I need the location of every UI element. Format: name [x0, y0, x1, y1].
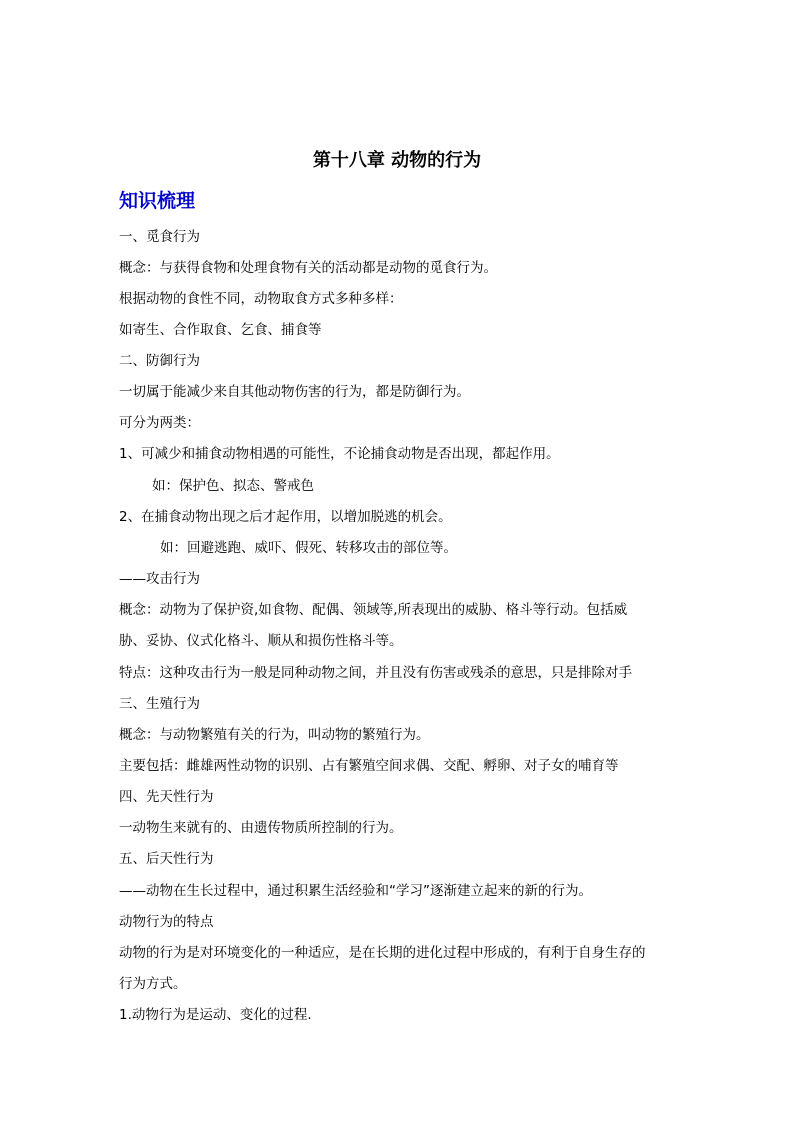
- text-line: 特点：这种攻击行为一般是同种动物之间，并且没有伤害或残杀的意思，只是排除对手: [119, 665, 632, 681]
- text-line: 1.动物行为是运动、变化的过程.: [119, 1007, 312, 1023]
- text-line: 根据动物的食性不同，动物取食方式多种多样：: [119, 291, 403, 307]
- text-line: 二、防御行为: [119, 353, 200, 369]
- text-line: 动物的行为是对环境变化的一种适应，是在长期的进化过程中形成的，有利于自身生存的: [119, 945, 646, 961]
- text-line: 四、先天性行为: [119, 789, 214, 805]
- text-line: 如：保护色、拟态、警戒色: [152, 478, 314, 494]
- text-line: 动物行为的特点: [119, 914, 214, 930]
- section-heading: 知识梳理: [119, 190, 196, 212]
- text-line: 一、觅食行为: [119, 229, 200, 245]
- text-line: 概念：动物为了保护资,如食物、配偶、领域等,所表现出的威胁、格斗等行动。包括威: [119, 602, 628, 618]
- text-line: 概念：与动物繁殖有关的行为，叫动物的繁殖行为。: [119, 727, 430, 743]
- chapter-title: 第十八章 动物的行为: [312, 150, 482, 171]
- text-line: 胁、妥协、仪式化格斗、顺从和损伤性格斗等。: [119, 633, 403, 649]
- text-line: 1、可减少和捕食动物相遇的可能性，不论捕食动物是否出现，都起作用。: [119, 446, 560, 462]
- text-line: 如寄生、合作取食、乞食、捕食等: [119, 322, 322, 338]
- text-line: 行为方式。: [119, 976, 187, 992]
- text-line: 主要包括：雌雄两性动物的识别、占有繁殖空间求偶、交配、孵卵、对子女的哺育等: [119, 758, 619, 774]
- text-line: 如：回避逃跑、威吓、假死、转移攻击的部位等。: [160, 540, 457, 556]
- text-line: 可分为两类：: [119, 415, 200, 431]
- text-line: 概念：与获得食物和处理食物有关的活动都是动物的觅食行为。: [119, 260, 497, 276]
- text-line: ——攻击行为: [119, 571, 200, 587]
- text-line: 三、生殖行为: [119, 696, 200, 712]
- text-line: 一切属于能减少来自其他动物伤害的行为，都是防御行为。: [119, 384, 470, 400]
- text-line: ——动物在生长过程中，通过积累生活经验和“学习”逐渐建立起来的新的行为。: [119, 883, 592, 899]
- text-line: 一动物生来就有的、由遗传物质所控制的行为。: [119, 820, 403, 836]
- text-line: 2、在捕食动物出现之后才起作用，以增加脱逃的机会。: [119, 509, 452, 525]
- text-line: 五、后天性行为: [119, 851, 214, 867]
